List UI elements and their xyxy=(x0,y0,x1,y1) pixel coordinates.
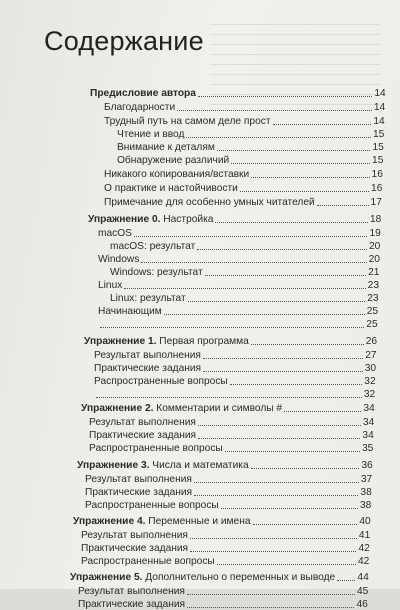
toc-entry xyxy=(104,100,385,113)
toc-chapter-number: Предисловие автора xyxy=(90,88,196,99)
toc-entry-text: Практические задания xyxy=(78,599,186,610)
dot-leader xyxy=(273,124,372,125)
toc-entry-text: Результат выполнения xyxy=(81,530,188,541)
dot-leader xyxy=(194,482,359,483)
toc-page-number: 45 xyxy=(356,586,369,597)
toc-chapter-entry xyxy=(73,514,371,527)
toc-entry xyxy=(104,195,382,208)
dot-leader xyxy=(217,564,356,565)
toc-entry-label xyxy=(85,474,192,485)
dot-leader xyxy=(205,275,366,276)
toc-entry-label xyxy=(73,516,251,527)
dot-leader xyxy=(221,508,358,509)
dot-leader xyxy=(198,425,361,426)
toc-page-number: 18 xyxy=(369,214,382,225)
toc-entry-label xyxy=(104,169,249,180)
toc-entry-text: Практические задания xyxy=(89,430,197,441)
dot-leader xyxy=(251,344,364,345)
toc-entry xyxy=(98,252,380,265)
toc-page-number: 42 xyxy=(358,543,370,554)
toc-entry xyxy=(85,472,372,485)
toc-page-number: 40 xyxy=(359,516,371,527)
toc-page-number: 23 xyxy=(367,293,379,304)
toc-entry-text: Результат выполнения xyxy=(85,474,192,485)
page-title: Содержание xyxy=(44,26,204,56)
toc-entry-label xyxy=(89,443,223,454)
dot-leader xyxy=(203,358,363,359)
toc-entry xyxy=(104,181,382,194)
toc-entry-text: Комментарии и символы # xyxy=(153,403,283,414)
dot-leader xyxy=(284,411,361,412)
dot-leader xyxy=(177,110,372,111)
dot-leader xyxy=(190,538,357,539)
toc-page-number: 14 xyxy=(373,102,386,113)
dot-leader xyxy=(188,301,366,302)
toc-entry-text: Результат выполнения xyxy=(94,350,201,361)
toc-page-number: 32 xyxy=(363,389,376,400)
toc-page-number: 17 xyxy=(370,197,382,208)
toc-entry-text: О практике и настойчивости xyxy=(104,183,238,194)
dot-leader xyxy=(230,384,363,385)
toc-entry-label xyxy=(117,142,215,153)
dot-leader xyxy=(240,191,369,192)
toc-page-number: 16 xyxy=(371,183,383,194)
toc-entry-label xyxy=(98,280,122,291)
dot-leader xyxy=(197,249,367,250)
toc-chapter-entry xyxy=(81,401,375,414)
toc-entry xyxy=(78,584,368,597)
toc-chapter-number: Упражнение 2. xyxy=(81,403,154,414)
toc-entry-label xyxy=(110,267,203,278)
toc-entry xyxy=(89,441,373,454)
toc-entry-label xyxy=(98,306,162,317)
toc-page-number: 14 xyxy=(373,116,385,127)
dot-leader xyxy=(198,96,372,97)
toc-chapter-entry xyxy=(88,212,381,225)
toc-entry xyxy=(98,278,379,291)
toc-page-number: 30 xyxy=(364,363,377,374)
toc-page-number: 34 xyxy=(363,403,375,414)
toc-entry-text: Чтение и ввод xyxy=(117,129,185,140)
toc-page-number: 46 xyxy=(356,599,368,610)
toc-entry-text: Windows: результат xyxy=(110,267,203,278)
dot-leader xyxy=(317,205,369,206)
toc-entry-label xyxy=(94,363,201,374)
toc-page-number: 15 xyxy=(372,129,385,140)
toc-page-number: 20 xyxy=(369,241,381,252)
toc-entry-text: Результат выполнения xyxy=(89,417,196,428)
toc-entry xyxy=(89,428,374,441)
toc-entry-text: Переменные и имена xyxy=(145,516,251,527)
toc-entry xyxy=(94,387,375,400)
toc-page-number: 15 xyxy=(372,155,384,166)
toc-entry-label xyxy=(89,430,196,441)
toc-entry xyxy=(94,374,376,387)
toc-entry-text: Первая программа xyxy=(156,336,249,347)
toc-entry-label xyxy=(85,487,192,498)
toc-entry xyxy=(110,291,379,304)
dot-leader xyxy=(187,607,354,608)
dot-leader xyxy=(215,222,368,223)
toc-entry-text: macOS: результат xyxy=(110,241,196,252)
toc-chapter-entry xyxy=(70,570,369,583)
toc-page-number: 42 xyxy=(357,556,370,567)
toc-entry xyxy=(94,361,376,374)
toc-entry-label xyxy=(110,241,195,252)
toc-entry-text: Linux xyxy=(98,280,123,291)
toc-entry xyxy=(78,597,368,610)
toc-entry-text: Никакого копирования/вставки xyxy=(104,169,250,180)
toc-page-number: 25 xyxy=(366,319,378,330)
toc-page-number: 38 xyxy=(359,500,372,511)
toc-page-number: 27 xyxy=(365,350,377,361)
toc-page-number: 38 xyxy=(360,487,372,498)
toc-chapter-entry xyxy=(84,334,377,347)
toc-entry-label xyxy=(88,214,213,225)
toc-entry xyxy=(94,348,377,361)
toc-entry-label xyxy=(70,572,335,583)
toc-entry-text: macOS xyxy=(98,228,132,239)
toc-entry-text: Windows xyxy=(98,254,140,265)
dot-leader xyxy=(217,150,371,151)
dot-leader xyxy=(251,177,369,178)
toc-entry-text: Практические задания xyxy=(94,363,202,374)
toc-entry xyxy=(110,239,380,252)
toc-entry-text: Результат выполнения xyxy=(78,586,185,597)
dot-leader xyxy=(231,163,370,164)
toc-entry-label xyxy=(81,403,282,414)
toc-page-number: 15 xyxy=(372,142,384,153)
toc-entry-label xyxy=(77,460,249,471)
toc-entry-text: Внимание к деталям xyxy=(117,142,215,153)
toc-chapter-number: Упражнение 1. xyxy=(84,336,157,347)
toc-entry-text: Обнаружение различий xyxy=(117,155,230,166)
dot-leader xyxy=(198,438,360,439)
dot-leader xyxy=(187,594,355,595)
toc-page-number: 19 xyxy=(369,228,381,239)
toc-page-number: 35 xyxy=(361,443,374,454)
toc-page-number: 14 xyxy=(374,88,386,99)
toc-entry-text: Трудный путь на самом деле прост xyxy=(104,116,271,127)
toc-page-number: 32 xyxy=(364,376,376,387)
toc-entry-text: Распространенные вопросы xyxy=(94,376,228,387)
toc-entry-label xyxy=(85,500,219,511)
toc-entry xyxy=(81,528,370,541)
dot-leader xyxy=(337,580,355,581)
dot-leader xyxy=(96,397,362,398)
toc-entry xyxy=(104,114,385,127)
toc-entry-text: Дополнительно о переменных и выводе xyxy=(142,572,336,583)
toc-entry xyxy=(117,140,384,153)
toc-entry xyxy=(89,415,374,428)
toc-chapter-number: Упражнение 4. xyxy=(73,516,146,527)
toc-entry-label xyxy=(78,599,185,610)
toc-entry-text: Благодарности xyxy=(104,102,176,113)
toc-page-number: 44 xyxy=(357,572,369,583)
toc-page-number: 34 xyxy=(362,417,375,428)
toc-page-number: 36 xyxy=(361,460,373,471)
toc-entry xyxy=(85,498,371,511)
toc-entry-label xyxy=(104,102,175,113)
toc-page-number: 25 xyxy=(366,306,379,317)
toc-entry-label xyxy=(117,155,229,166)
dot-leader xyxy=(190,551,356,552)
toc-entry-label xyxy=(90,88,196,99)
toc-entry-label xyxy=(98,228,132,239)
toc-entry-label xyxy=(110,293,186,304)
dot-leader xyxy=(203,371,363,372)
toc-entry xyxy=(85,485,372,498)
toc-entry-label xyxy=(81,556,215,567)
dot-leader xyxy=(186,137,371,138)
toc-page-number: 20 xyxy=(368,254,380,265)
toc-entry-label xyxy=(89,417,196,428)
toc-entry-text: Linux: результат xyxy=(110,293,186,304)
toc-chapter-number: Упражнение 5. xyxy=(70,572,143,583)
toc-chapter-number: Упражнение 3. xyxy=(77,460,150,471)
toc-entry-text: Практические задания xyxy=(81,543,189,554)
toc-entry xyxy=(110,265,379,278)
toc-entry-label xyxy=(104,183,238,194)
toc-entry-label xyxy=(78,586,185,597)
toc-entry-label xyxy=(117,129,184,140)
toc-entry-text: Числа и математика xyxy=(149,460,249,471)
toc-entry-label xyxy=(94,350,201,361)
toc-entry-text: Распространенные вопросы xyxy=(81,556,215,567)
toc-page-number: 41 xyxy=(358,530,371,541)
toc-entry-text: Распространенные вопросы xyxy=(85,500,219,511)
toc-chapter-entry xyxy=(90,86,386,99)
toc-entry-label xyxy=(104,116,271,127)
toc-page-number: 16 xyxy=(371,169,383,180)
toc-chapter-entry xyxy=(77,458,373,471)
toc-page-number: 37 xyxy=(360,474,373,485)
toc-entry xyxy=(98,226,381,239)
dot-leader xyxy=(134,236,368,237)
toc-entry-label xyxy=(98,254,139,265)
toc-entry-label xyxy=(81,530,188,541)
dot-leader xyxy=(124,288,365,289)
toc-entry-text: Начинающим xyxy=(98,306,162,317)
toc-entry xyxy=(117,153,383,166)
toc-entry-text: Примечание для особенно умных читателей xyxy=(104,197,315,208)
toc-page-number: 23 xyxy=(367,280,379,291)
toc-entry xyxy=(98,317,378,330)
toc-entry-text: Практические задания xyxy=(85,487,193,498)
toc-entry xyxy=(81,554,369,567)
toc-chapter-number: Упражнение 0. xyxy=(88,214,161,225)
toc-entry xyxy=(81,541,370,554)
toc-entry-text: Настройка xyxy=(160,214,214,225)
dot-leader xyxy=(225,451,360,452)
toc-entry xyxy=(98,304,378,317)
dot-leader xyxy=(100,327,364,328)
toc-page-number: 26 xyxy=(365,336,378,347)
dot-leader xyxy=(194,495,358,496)
toc-entry xyxy=(104,167,383,180)
dot-leader xyxy=(141,262,366,263)
toc-entry-label xyxy=(81,543,188,554)
toc-page-number: 34 xyxy=(362,430,374,441)
dot-leader xyxy=(164,314,365,315)
toc-entry-label xyxy=(84,336,249,347)
toc-entry xyxy=(117,127,384,140)
toc-page-number: 21 xyxy=(368,267,380,278)
toc-entry-text: Распространенные вопросы xyxy=(89,443,223,454)
toc-entry-label xyxy=(104,197,315,208)
dot-leader xyxy=(253,524,358,525)
toc-entry-label xyxy=(94,376,228,387)
dot-leader xyxy=(251,468,360,469)
